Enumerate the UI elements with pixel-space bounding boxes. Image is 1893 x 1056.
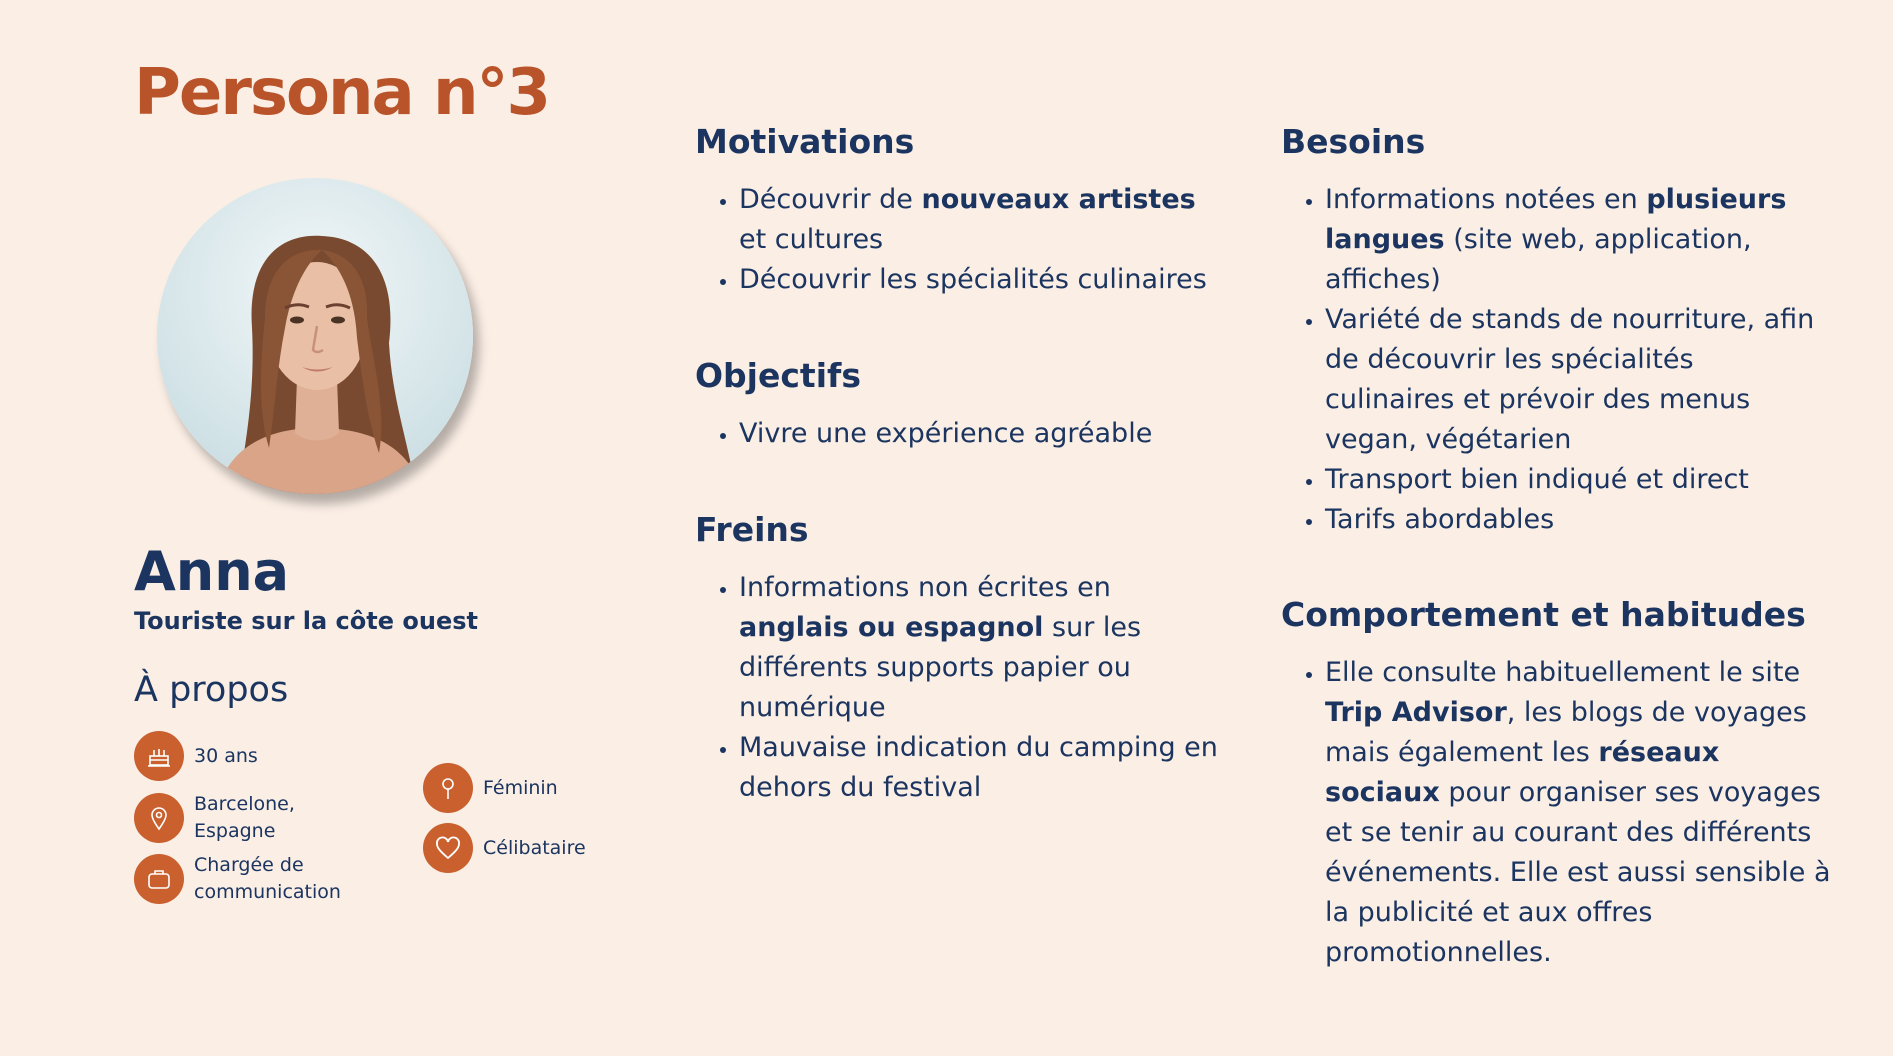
- list-item-text: pour organiser ses voyages et se tenir au courant des différents événements. Elle est aussi sensible à la publicité et aux offres promotionnelles.: [1325, 776, 1831, 968]
- list-item-text: Découvrir de: [739, 183, 922, 215]
- list-item: [739, 414, 1225, 454]
- list-item-emphasis: nouveaux artistes: [921, 183, 1196, 215]
- avatar: [157, 178, 473, 494]
- list-item-text: Elle consulte habituellement le site: [1325, 656, 1801, 688]
- list-item-text: Vivre une expérience agréable: [739, 417, 1153, 449]
- persona-role: Touriste sur la côte ouest: [134, 607, 478, 635]
- list-item-emphasis: plusieurs langues: [1325, 183, 1787, 255]
- section-comportement: [1281, 595, 1831, 973]
- fact-location-text: Barcelone, Espagne: [194, 793, 295, 842]
- list-item-text: (site web, application, affiches): [1325, 223, 1752, 295]
- objectifs-list: [695, 414, 1225, 454]
- avatar-portrait-image: [157, 178, 473, 494]
- fact-status-text: Célibataire: [483, 836, 586, 859]
- comportement-list: [1281, 653, 1831, 973]
- list-item: [1325, 460, 1831, 500]
- about-title: À propos: [134, 670, 289, 710]
- section-objectifs-title: Objectifs: [695, 356, 862, 395]
- section-besoins: [1281, 122, 1831, 540]
- list-item-text: , les blogs de voyages mais également les: [1325, 696, 1807, 768]
- section-motivations-title: Motivations: [695, 122, 915, 161]
- list-item: [739, 568, 1225, 728]
- list-item-text: Tarifs abordables: [1325, 503, 1555, 535]
- section-objectifs: [695, 356, 1225, 454]
- list-item: [1325, 653, 1831, 973]
- besoins-list: [1281, 180, 1831, 540]
- fact-gender: [423, 763, 558, 813]
- fact-gender-text: Féminin: [483, 776, 558, 799]
- persona-name: Anna: [134, 540, 290, 603]
- fact-age: [134, 731, 258, 781]
- section-comportement-title: Comportement et habitudes: [1281, 595, 1806, 634]
- list-item: [739, 260, 1225, 300]
- list-item: [739, 728, 1225, 808]
- briefcase-icon: [134, 854, 184, 904]
- list-item-text: sur les différents supports papier ou numérique: [739, 611, 1142, 723]
- fact-age-text: 30 ans: [194, 744, 258, 767]
- page-title: Persona n°3: [134, 56, 550, 130]
- list-item-text: Informations non écrites en: [739, 571, 1111, 603]
- list-item: [1325, 300, 1831, 460]
- location-pin-icon: [134, 793, 184, 843]
- list-item-text: Informations notées en: [1325, 183, 1647, 215]
- section-motivations: [695, 122, 1225, 300]
- section-besoins-title: Besoins: [1281, 122, 1426, 161]
- fact-job: [134, 852, 379, 905]
- fact-status: [423, 823, 586, 873]
- list-item-text: Découvrir les spécialités culinaires: [739, 263, 1207, 295]
- list-item-text: Mauvaise indication du camping en dehors du festival: [739, 731, 1218, 803]
- freins-list: [695, 568, 1225, 808]
- birthday-cake-icon: [134, 731, 184, 781]
- list-item-emphasis: réseaux sociaux: [1325, 736, 1720, 808]
- list-item-text: et cultures: [739, 223, 884, 255]
- list-item: [1325, 180, 1831, 300]
- list-item: [1325, 500, 1831, 540]
- section-freins-title: Freins: [695, 510, 809, 549]
- list-item: [739, 180, 1225, 260]
- list-item-emphasis: anglais ou espagnol: [739, 611, 1044, 643]
- motivations-list: [695, 180, 1225, 300]
- list-item-text: Variété de stands de nourriture, afin de découvrir les spécialités culinaires et prévoir des menus vegan, végétarien: [1325, 303, 1815, 455]
- list-item-emphasis: Trip Advisor: [1325, 696, 1507, 728]
- heart-icon: [423, 823, 473, 873]
- section-freins: [695, 510, 1225, 808]
- fact-location: [134, 791, 379, 844]
- female-symbol-icon: [423, 763, 473, 813]
- list-item-text: Transport bien indiqué et direct: [1325, 463, 1749, 495]
- fact-job-text: Chargée de communication: [194, 854, 341, 903]
